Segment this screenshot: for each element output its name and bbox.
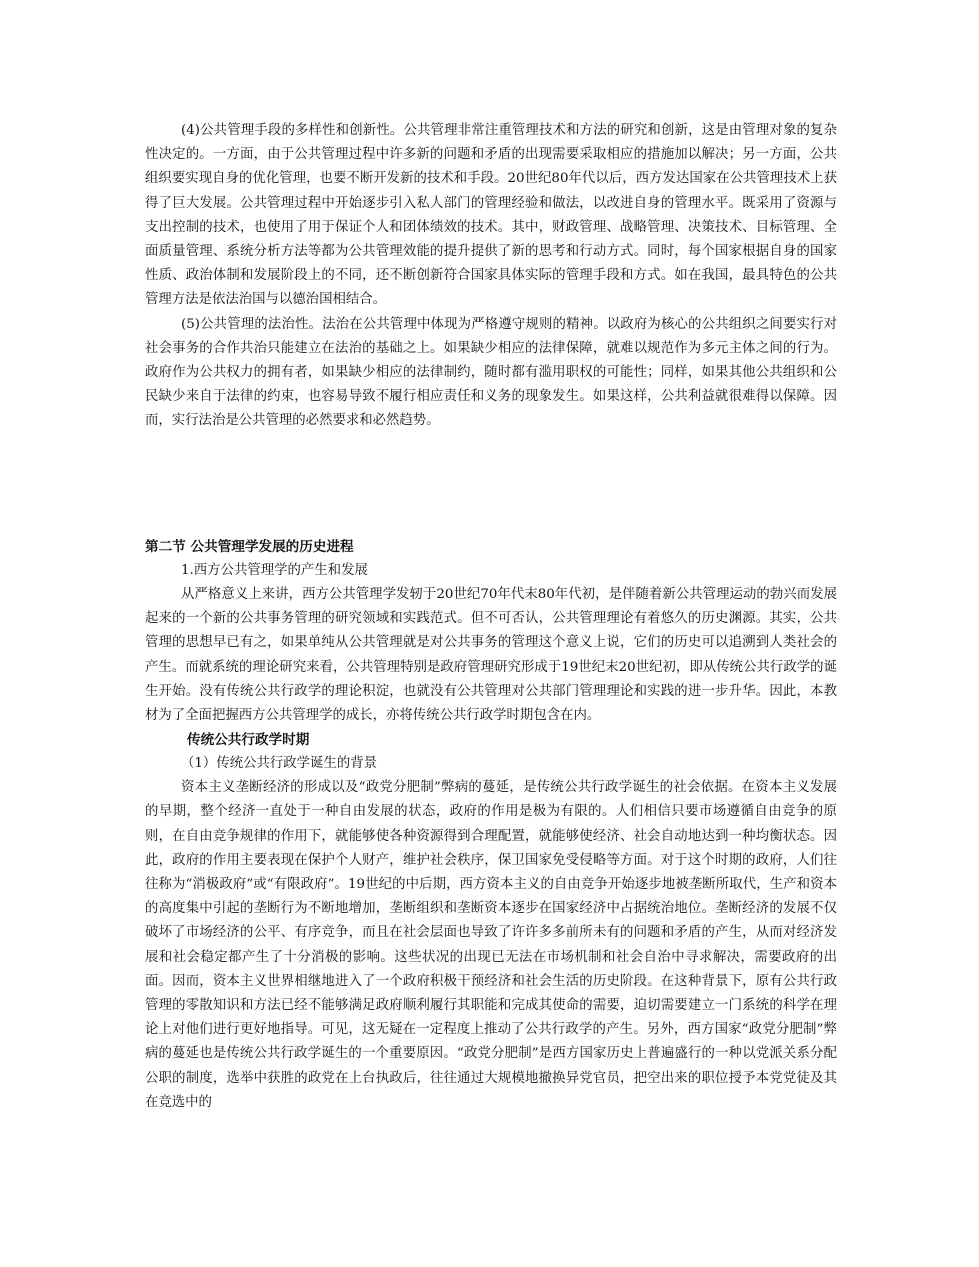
paragraph-rule-of-law: (5)公共管理的法治性。法治在公共管理中体现为严格遵守规则的精神。以政府为核心的公共组织之间要实行对社会事务的合作共治只能建立在法治的基础之上。如果缺少相应的法律保障，就难以规范作为多元主体之间的行为。政府作为公共权力的拥有者，如果缺少相应的法律制约，随时都有滥用职权的可能性；同样，如果其他公共组织和公民缺少来自于法律的约束，也容易导致不履行相应责任和义务的现象发生。如果这样，公共利益就很难得以保障。因而，实行法治是公共管理的必然要求和必然趋势。 [145, 316, 837, 429]
background-subtitle: （1）传统公共行政学诞生的背景 [181, 756, 377, 772]
paragraph-management-methods: (4)公共管理手段的多样性和创新性。公共管理非常注重管理技术和方法的研究和创新，这是由管理对象的复杂性决定的。一方面，由于公共管理过程中许多新的问题和矛盾的出现需要采取相应的措施加以解决；另一方面，公共组织要实现自身的优化管理，也要不断开发新的技术和手段。20世纪80年代以后，西方发达国家在公共管理技术上获得了巨大发展。公共管理过程中开始逐步引入私人部门的管理经验和做法，以改进自身的管理水平。既采用了资源与支出控制的技术，也使用了用于保证个人和团体绩效的技术。其中，财政管理、战略管理、决策技术、目标管理、全面质量管理、系统分析方法等都为公共管理效能的提升提供了新的思考和行动方式。同时，每个国家根据自身的国家性质、政治体制和发展阶段上的不同，还不断创新符合国家具体实际的管理手段和方式。如在我国，最具特色的公共管理方法是依法治国与以德治国相结合。 [145, 123, 837, 308]
paragraph-origins: 从严格意义上来讲，西方公共管理学发轫于20世纪70年代末80年代初，是伴随着新公共管理运动的勃兴而发展起来的一个新的公共事务管理的研究领域和实践范式。但不可否认，公共管理理论有着悠久的历史渊源。其实，公共管理的思想早已有之，如果单纯从公共管理就是对公共事务的管理这个意义上说，它们的历史可以追溯到人类社会的产生。而就系统的理论研究来看，公共管理特别是政府管理研究形成于19世纪末20世纪初，即从传统公共行政学的诞生开始。没有传统公共行政学的理论积淀，也就没有公共管理对公共部门管理理论和实践的进一步升华。因此，本教材为了全面把握西方公共管理学的成长，亦将传统公共行政学时期包含在内。 [145, 587, 837, 724]
subsection-title: 1.西方公共管理学的产生和发展 [181, 563, 368, 578]
paragraph-background: 资本主义垄断经济的形成以及“政党分肥制”弊病的蔓延，是传统公共行政学诞生的社会依据。在资本主义发展的早期，整个经济一直处于一种自由发展的状态，政府的作用是极为有限的。人们相信只要市场遵循自由竞争的原则，在自由竞争规律的作用下，就能够使各种资源得到合理配置，就能够使经济、社会自动地达到一种均衡状态。因此，政府的作用主要表现在保护个人财产，维护社会秩序，保卫国家免受侵略等方面。对于这个时期的政府，人们往往称为“消极政府”或“有限政府”。19世纪的中后期，西方资本主义的自由竞争开始逐步地被垄断所取代，生产和资本的高度集中引起的垄断行为不断地增加，垄断组织和垄断资本逐步在国家经济中占据统治地位。垄断经济的发展不仅破坏了市场经济的公平、有序竞争，而且在社会层面也导致了许许多多前所未有的问题和矛盾的产生，从而对经济发展和社会稳定都产生了十分消极的影响。这些状况的出现已无法在市场机制和社会自治中寻求解决，需要政府的出面。因而，资本主义世界相继地进入了一个政府积极干预经济和社会生活的历史阶段。在这种背景下，原有公共行政管理的零散知识和方法已经不能够满足政府顺利履行其职能和完成其使命的需要，迫切需要建立一门系统的科学在理论上对他们进行更好地指导。可见，这无疑在一定程度上推动了公共行政学的产生。另外，西方国家“政党分肥制”弊病的蔓延也是传统公共行政学诞生的一个重要原因。“政党分肥制”是西方国家历史上普遍盛行的一种以党派关系分配公职的制度，选举中获胜的政党在上台执政后，往往通过大规模地撤换异党官员，把空出来的职位授予本党党徒及其在竞选中的 [145, 780, 837, 1110]
upper-text-block [145, 119, 837, 434]
section-title: 第二节 公共管理学发展的历史进程 [145, 539, 354, 555]
era-heading: 传统公共行政学时期 [187, 732, 310, 749]
section-block [145, 535, 837, 1115]
